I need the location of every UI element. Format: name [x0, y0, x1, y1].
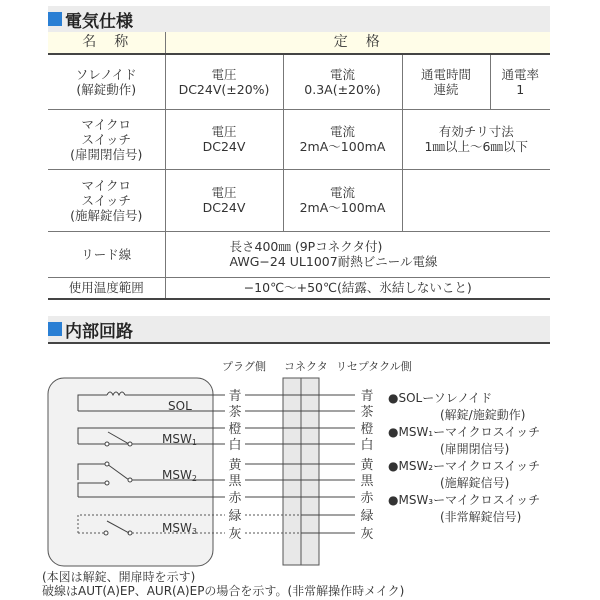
- gap-cell: 有効チリ寸法 1㎜以上〜6㎜以下: [402, 109, 550, 169]
- square-bullet-icon: [48, 12, 62, 26]
- svg-text:赤: 赤: [228, 491, 242, 506]
- svg-text:赤: 赤: [360, 491, 374, 506]
- svg-text:茶: 茶: [228, 405, 242, 420]
- voltage-cell: 電圧 DC24V: [165, 169, 283, 231]
- diagram-notes: [42, 570, 404, 598]
- current-cell: 電流 2mA〜100mA: [283, 109, 402, 169]
- duration-cell: 通電時間 連続: [402, 54, 490, 109]
- table-row: [48, 231, 550, 277]
- duty-cell: 通電率 1: [490, 54, 550, 109]
- header-rating: 定 格: [165, 32, 550, 54]
- plug-side-label: プラグ側: [222, 360, 266, 373]
- circuit-legend: [388, 390, 540, 526]
- svg-text:青: 青: [228, 389, 242, 404]
- lead-wire-value: 長さ400㎜ (9Pコネクタ付) AWG−24 UL1007耐熱ビニール電線: [165, 231, 550, 277]
- voltage-cell: 電圧 DC24V: [165, 109, 283, 169]
- note-line: (本図は解錠、開扉時を示す): [42, 570, 196, 584]
- empty-cell: [402, 169, 550, 231]
- note-line: 破線はAUT(A)EP、AUR(A)EPの場合を示す。(非常解操作時メイク): [42, 584, 405, 598]
- legend-item: ●MSW₂ーマイクロスイッチ (施解錠信号): [388, 459, 541, 490]
- msw3-label: MSW3: [162, 521, 197, 536]
- connector-label: コネクタ: [284, 360, 328, 373]
- voltage-cell: 電圧 DC24V(±20%): [165, 54, 283, 109]
- legend-item: ●MSW₃ーマイクロスイッチ (非常解錠信号): [388, 493, 541, 524]
- plug-wire-colors: [228, 388, 242, 542]
- table-row: [48, 109, 550, 169]
- sol-label: SOL: [168, 399, 192, 413]
- svg-text:青: 青: [360, 389, 374, 404]
- receptacle-side-label: リセプタクル側: [336, 360, 412, 373]
- legend-item: ●SOLーソレノイド (解錠/施錠動作): [388, 391, 526, 422]
- legend-item: ●MSW₁ーマイクロスイッチ (扉開閉信号): [388, 425, 541, 456]
- svg-text:緑: 緑: [228, 509, 242, 524]
- table-row: [48, 277, 550, 299]
- svg-text:黒: 黒: [360, 474, 374, 489]
- circuit-section-title: 内部回路: [48, 316, 550, 344]
- temperature-value: −10℃〜+50℃(結露、氷結しないこと): [165, 277, 550, 299]
- table-header-row: [48, 32, 550, 54]
- svg-text:黒: 黒: [228, 474, 242, 489]
- spec-table: [48, 32, 550, 300]
- svg-text:橙: 橙: [228, 422, 242, 437]
- svg-text:黄: 黄: [360, 458, 374, 473]
- header-name: 名 称: [48, 32, 165, 54]
- connector-pin-right: [301, 378, 319, 565]
- receptacle-wire-colors: [360, 388, 374, 542]
- row-name: ソレノイド (解錠動作): [48, 54, 165, 109]
- current-cell: 電流 0.3A(±20%): [283, 54, 402, 109]
- svg-text:白: 白: [360, 438, 374, 453]
- table-row: [48, 169, 550, 231]
- table-row: [48, 54, 550, 109]
- svg-text:灰: 灰: [228, 527, 242, 542]
- svg-text:黄: 黄: [228, 458, 242, 473]
- row-name: マイクロ スイッチ (施解錠信号): [48, 169, 165, 231]
- msw1-label: MSW1: [162, 432, 197, 447]
- svg-text:緑: 緑: [360, 509, 374, 524]
- square-bullet-icon: [48, 322, 62, 336]
- svg-text:白: 白: [228, 438, 242, 453]
- connector-pin-left: [283, 378, 301, 565]
- svg-text:茶: 茶: [360, 405, 374, 420]
- msw2-label: MSW2: [162, 468, 197, 483]
- row-name: マイクロ スイッチ (扉開閉信号): [48, 109, 165, 169]
- spec-section-title: 電気仕様: [48, 6, 550, 34]
- svg-text:橙: 橙: [360, 422, 374, 437]
- svg-text:灰: 灰: [360, 527, 374, 542]
- row-name: 使用温度範囲: [48, 277, 165, 299]
- current-cell: 電流 2mA〜100mA: [283, 169, 402, 231]
- row-name: リード線: [48, 231, 165, 277]
